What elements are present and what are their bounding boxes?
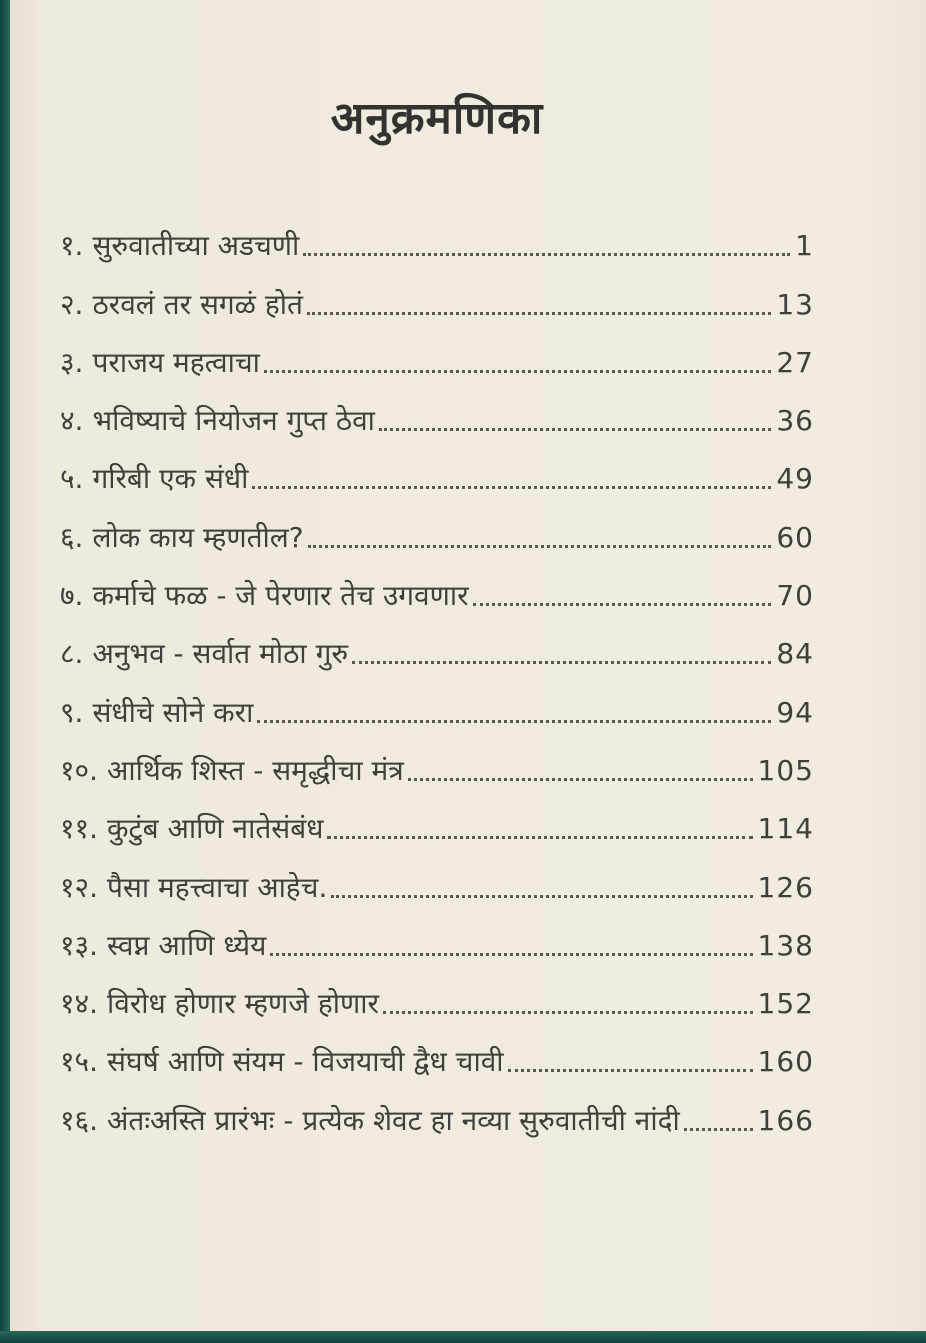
- entry-title: कर्माचे फळ - जे पेरणार तेच उगवणार: [92, 579, 469, 613]
- entry-page-number: 13: [776, 287, 814, 321]
- entry-title: संघर्ष आणि संयम - विजयाची द्वैध चावी: [107, 1045, 504, 1079]
- dot-leader: [257, 720, 771, 723]
- entry-page-number: 27: [776, 345, 814, 379]
- entry-page-number: 84: [776, 637, 814, 671]
- toc-entry: [60, 266, 814, 324]
- entry-number: ८.: [60, 637, 84, 671]
- toc-entry: [60, 1024, 814, 1082]
- entry-title: कुटुंब आणि नातेसंबंध: [107, 812, 324, 846]
- entry-number: २.: [60, 287, 84, 321]
- dot-leader: [264, 370, 771, 373]
- entry-number: १४.: [60, 987, 99, 1021]
- entry-title: स्वप्न आणि ध्येय: [107, 928, 267, 962]
- toc-entry: [60, 208, 814, 266]
- entry-number: १०.: [60, 753, 99, 787]
- dot-leader: [252, 486, 771, 489]
- dot-leader: [307, 312, 771, 315]
- entry-number: १६.: [60, 1103, 99, 1137]
- dot-leader: [379, 428, 771, 431]
- dot-leader: [352, 661, 771, 664]
- dot-leader: [383, 1011, 753, 1014]
- entry-page-number: 160: [757, 1045, 814, 1079]
- dot-leader: [331, 895, 752, 898]
- dot-leader: [270, 953, 752, 956]
- entry-page-number: 49: [776, 462, 814, 496]
- dot-leader: [308, 545, 772, 548]
- entry-page-number: 114: [757, 812, 814, 846]
- entry-title: आर्थिक शिस्त - समृद्धीचा मंत्र: [107, 753, 404, 787]
- entry-number: ४.: [60, 404, 84, 438]
- entry-number: ३.: [60, 345, 84, 379]
- entry-number: ५.: [60, 462, 84, 496]
- toc-entry: [60, 616, 814, 674]
- toc-entry: [60, 1082, 814, 1140]
- toc-entry: [60, 791, 814, 849]
- dot-leader: [684, 1128, 753, 1131]
- toc-entry: [60, 558, 814, 616]
- entry-page-number: 126: [757, 870, 814, 904]
- page-bottom-edge: [0, 1331, 926, 1343]
- dot-leader: [327, 836, 752, 839]
- page-title: अनुक्रमणिका: [330, 93, 544, 144]
- toc-entry: [60, 325, 814, 383]
- entry-title: ठरवलं तर सगळं होतं: [92, 287, 303, 321]
- entry-page-number: 138: [757, 928, 814, 962]
- entry-page-number: 94: [776, 695, 814, 729]
- entry-page-number: 70: [776, 579, 814, 613]
- entry-number: ९.: [60, 695, 84, 729]
- entry-title: लोक काय म्हणतील?: [92, 520, 304, 554]
- entry-number: १३.: [60, 928, 99, 962]
- entry-title: पराजय महत्वाचा: [92, 345, 260, 379]
- entry-title: भविष्याचे नियोजन गुप्त ठेवा: [92, 404, 375, 438]
- toc-entry: [60, 441, 814, 499]
- entry-title: अंतःअस्ति प्रारंभः - प्रत्येक शेवट हा नव्या सुरुवातीची नांदी: [107, 1103, 680, 1137]
- entry-page-number: 152: [757, 987, 814, 1021]
- entry-number: ७.: [60, 579, 84, 613]
- entry-page-number: 105: [757, 753, 814, 787]
- toc-entry: [60, 383, 814, 441]
- entry-number: १.: [60, 229, 84, 263]
- entry-page-number: 1: [795, 229, 814, 263]
- dot-leader: [303, 253, 790, 256]
- entry-number: ६.: [60, 520, 84, 554]
- entry-page-number: 60: [776, 520, 814, 554]
- entry-title: गरिबी एक संधी: [92, 462, 249, 496]
- dot-leader: [508, 1069, 753, 1072]
- toc-entry: [60, 499, 814, 557]
- entry-page-number: 166: [757, 1103, 814, 1137]
- toc-entry: [60, 966, 814, 1024]
- toc-entry: [60, 674, 814, 732]
- entry-title: विरोध होणार म्हणजे होणार: [107, 987, 379, 1021]
- entry-page-number: 36: [776, 404, 814, 438]
- dot-leader: [473, 603, 772, 606]
- entry-title: पैसा महत्त्वाचा आहेच.: [107, 870, 328, 904]
- toc-content: [60, 0, 814, 1141]
- entry-number: १५.: [60, 1045, 99, 1079]
- book-binding-edge: [0, 0, 10, 1343]
- toc-entry: [60, 908, 814, 966]
- entry-number: ११.: [60, 812, 99, 846]
- toc-entry: [60, 733, 814, 791]
- entry-title: संधीचे सोने करा: [92, 695, 254, 729]
- toc-entry: [60, 849, 814, 907]
- entry-title: अनुभव - सर्वात मोठा गुरु: [92, 637, 349, 671]
- dot-leader: [408, 778, 753, 781]
- entry-number: १२.: [60, 870, 99, 904]
- entry-title: सुरुवातीच्या अडचणी: [92, 229, 300, 263]
- toc-list: [60, 208, 814, 1141]
